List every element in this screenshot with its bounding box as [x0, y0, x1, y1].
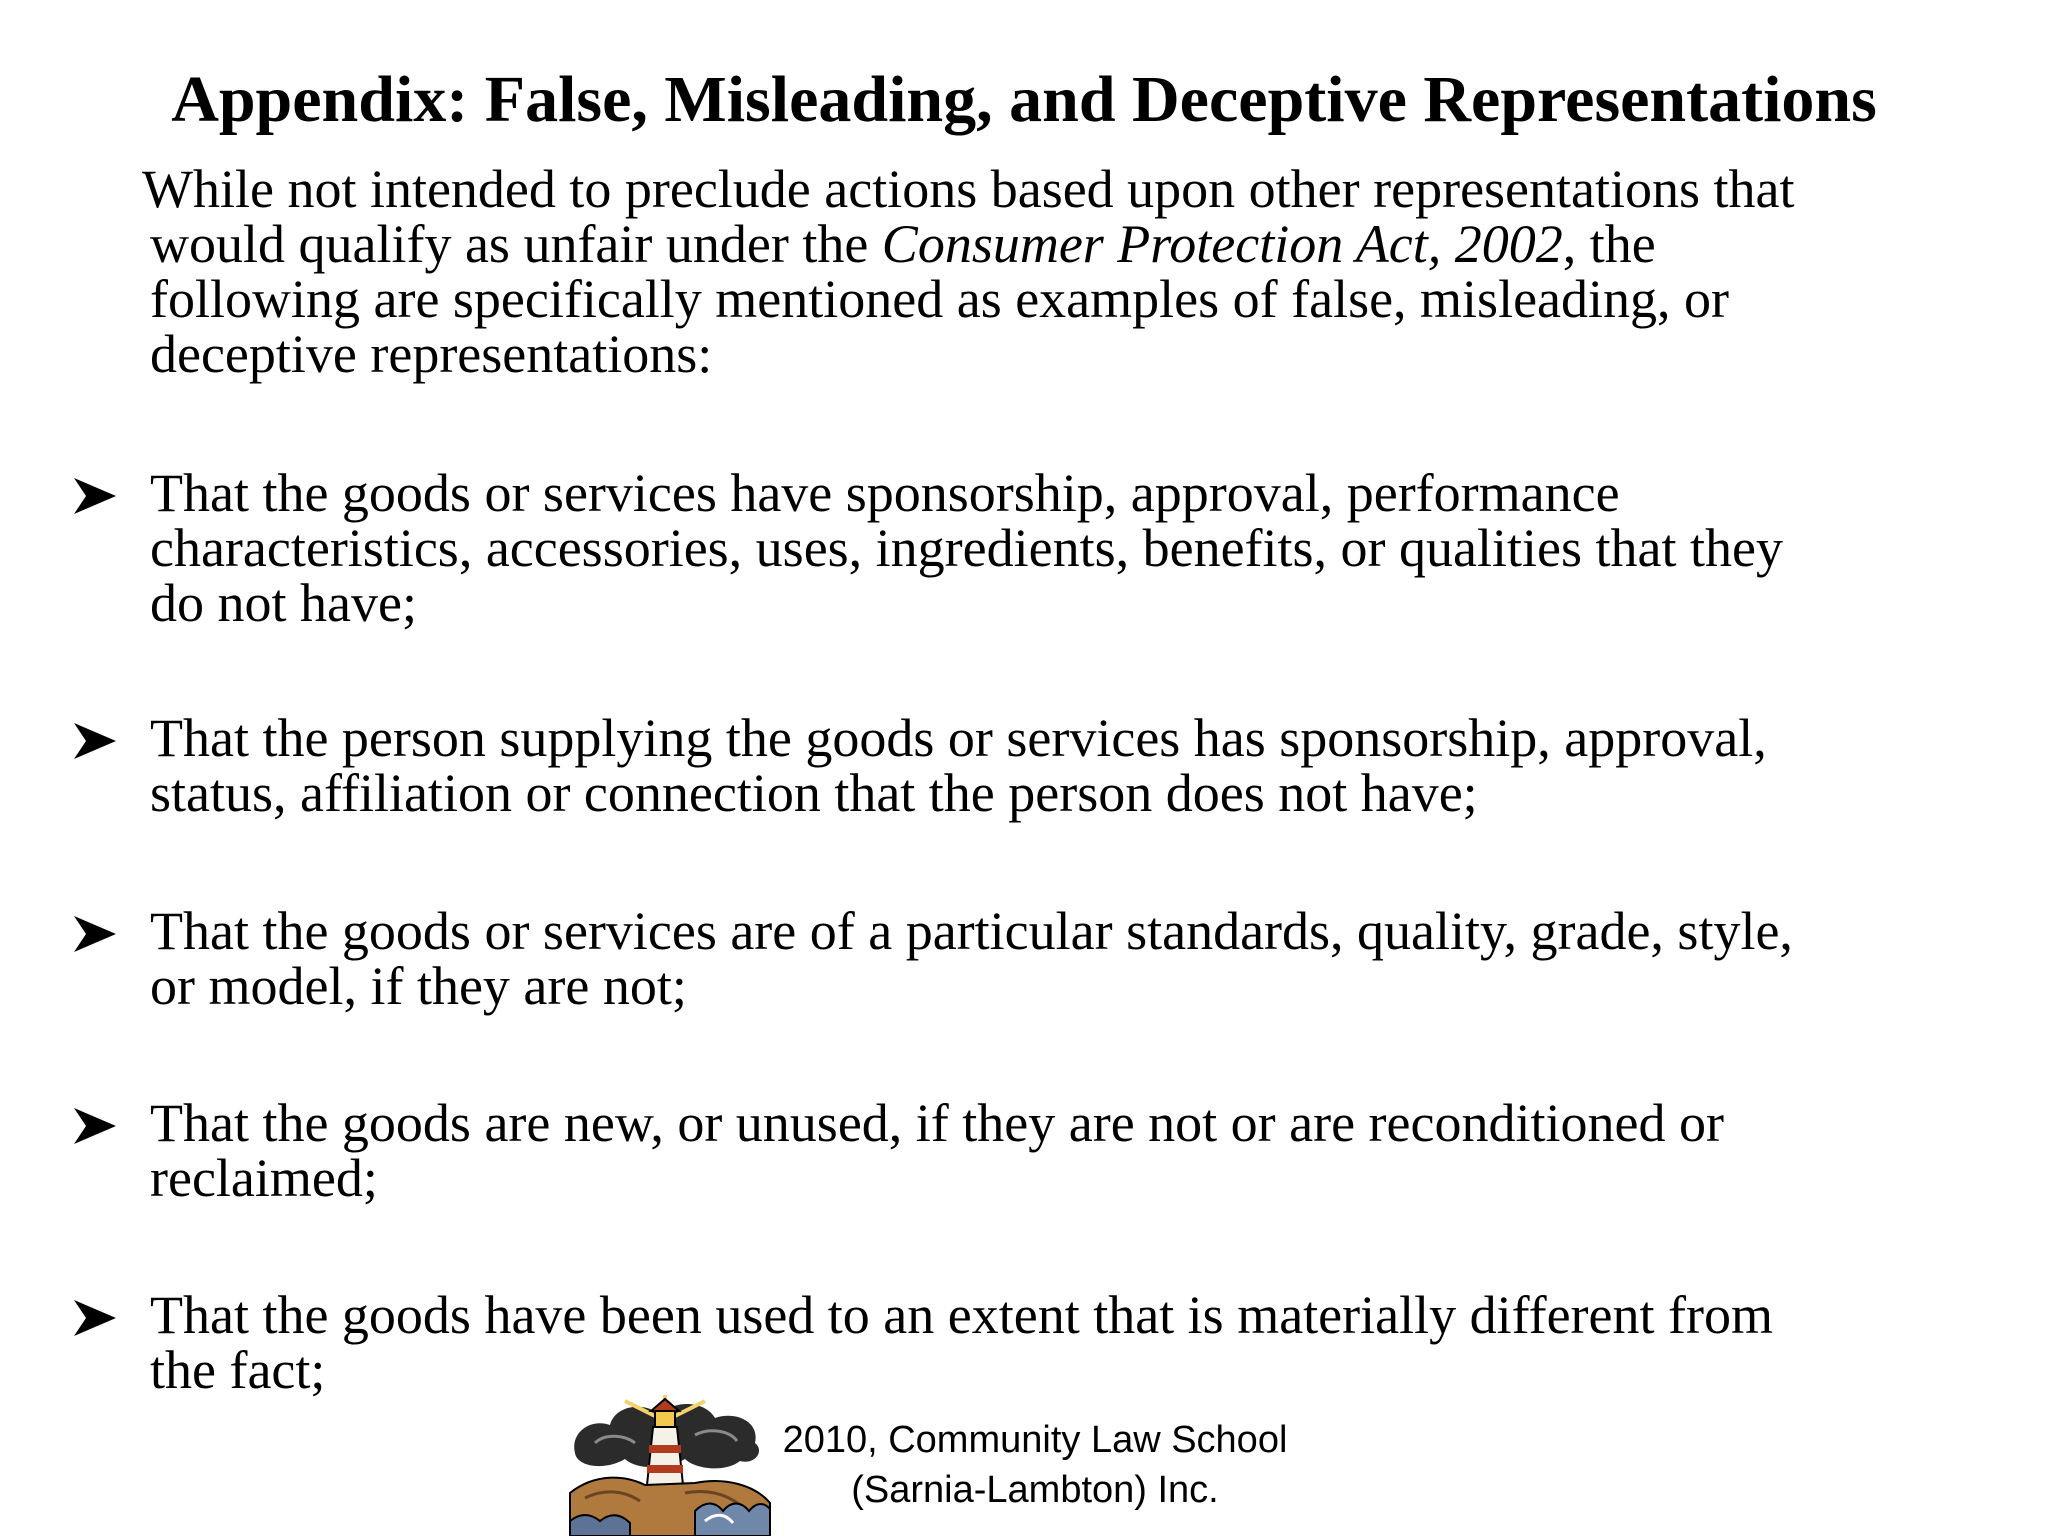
footer-line-2: (Sarnia-Lambton) Inc. [851, 1469, 1219, 1511]
list-item-line: characteristics, accessories, uses, ingredients, benefits, or qualities that they [150, 518, 1783, 578]
list-item-text [150, 1285, 1950, 1400]
list-item-line: That the goods have been used to an extent that is materially different from [150, 1285, 1773, 1345]
list-item-line: reclaimed; [150, 1148, 378, 1208]
page-title: Appendix: False, Misleading, and Deceptive Representations [171, 63, 1877, 136]
list-item-line: status, affiliation or connection that the person does not have; [150, 763, 1478, 823]
list-item-line: That the goods or services have sponsorship, approval, performance [150, 463, 1620, 523]
list-item-text [150, 463, 1950, 633]
list-item-line: That the person supplying the goods or services has sponsorship, approval, [150, 708, 1767, 768]
footer-caption [745, 1415, 1325, 1515]
intro-line-3: following are specifically mentioned as examples of false, misleading, or [150, 269, 1729, 329]
intro-line-2-after: , the [1562, 214, 1656, 274]
intro-line-2-before: would qualify as unfair under the [150, 214, 882, 274]
list-item-line: do not have; [150, 573, 417, 633]
arrowhead-bullet-icon [72, 476, 118, 516]
list-item-text [150, 901, 1950, 1016]
act-name: Consumer Protection Act, 2002 [881, 214, 1563, 274]
arrowhead-bullet-icon [72, 721, 118, 761]
intro-line-2 [150, 214, 1910, 274]
intro-line-4: deceptive representations: [150, 324, 713, 384]
list-item-line: the fact; [150, 1340, 326, 1400]
lighthouse-logo-icon [565, 1393, 775, 1536]
list-item-text [150, 1093, 1950, 1208]
intro-line-1: While not intended to preclude actions based upon other representations that [142, 159, 1795, 219]
list-item-line: That the goods are new, or unused, if they are not or are reconditioned or [150, 1093, 1724, 1153]
footer [565, 1393, 1325, 1536]
footer-line-1: 2010, Community Law School [782, 1419, 1288, 1461]
list-item-text [150, 708, 1950, 823]
arrowhead-bullet-icon [72, 914, 118, 954]
list-item-line: That the goods or services are of a particular standards, quality, grade, style, [150, 901, 1793, 961]
arrowhead-bullet-icon [72, 1298, 118, 1338]
intro-paragraph [142, 159, 1910, 384]
list-item-line: or model, if they are not; [150, 956, 687, 1016]
arrowhead-bullet-icon [72, 1106, 118, 1146]
